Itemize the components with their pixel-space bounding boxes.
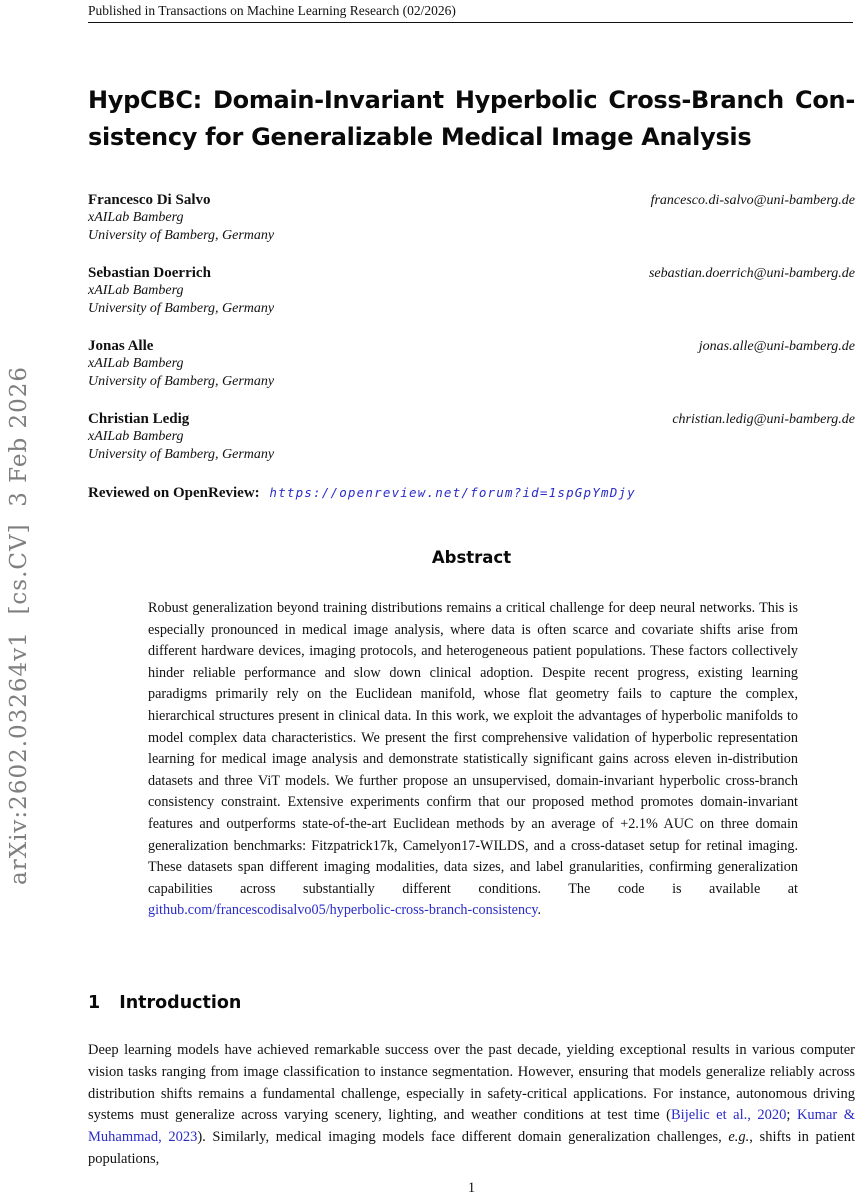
abstract-heading: Abstract — [431, 548, 512, 567]
author-affiliation-university: University of Bamberg, Germany — [88, 228, 275, 243]
author-affiliation-university: University of Bamberg, Germany — [88, 301, 275, 316]
author-row — [88, 410, 855, 428]
code-repository-link[interactable]: github.com/francescodisalvo05/hyperbolic-cross-branch-consistency — [148, 902, 538, 919]
author-affiliation-lab: xAILab Bamberg — [88, 283, 184, 298]
intro-text: ). Similarly, medical imaging models face different domain generalization challenges, — [197, 1129, 729, 1146]
author-email: christian.ledig@uni-bamberg.de — [672, 412, 855, 427]
introduction-paragraph — [88, 1040, 855, 1171]
abstract-text: Robust generalization beyond training distributions remains a critical challenge for deep neural networks. This is especially pronounced in medical image analysis, where data is often scarce and covariate shifts arise from different hardware devices, imaging protocols, and heterogeneous patient populations. These factors collectively hinder reliable performance and slow down clinical adoption. Despite recent progress, existing learning paradigms primarily rely on the Euclidean manifold, whose flat geometry fails to capture the complex, hierarchical structures present in clinical data. In this work, we exploit the advantages of hyperbolic manifolds to model complex data characteristics. We present the first comprehensive validation of hyperbolic representation learning for medical image analysis and demonstrate statistically significant gains across eleven in-distribution datasets and three ViT models. We further propose an unsupervised, domain-invariant hyperbolic cross-branch consistency constraint. Extensive experiments confirm that our proposed method promotes domain-invariant features and outperforms state-of-the-art Euclidean methods by an average of +2.1% AUC on three domain generalization benchmarks: Fitzpatrick17k, Camelyon17-WILDS, and a cross-dataset setup for retinal imaging. These datasets span different imaging modalities, data sizes, and label granularities, confirming generalization capabilities across substantially different conditions. The code is available at — [148, 600, 798, 897]
author-list — [88, 191, 855, 483]
arxiv-banner: arXiv:2602.03264v1 [cs.CV] 3 Feb 2026 — [6, 365, 32, 885]
abstract-text-end: . — [537, 902, 542, 919]
author-block — [88, 264, 855, 318]
abstract-body — [148, 598, 798, 922]
section-number: 1 — [88, 993, 101, 1013]
paper-title-line2: sistency for Generalizable Medical Image Analysis — [88, 123, 752, 151]
citation-bijelic-2020[interactable]: Bijelic et al., 2020 — [671, 1107, 787, 1124]
author-block — [88, 410, 855, 464]
section-1-heading — [88, 993, 855, 1013]
author-name: Jonas Alle — [88, 338, 154, 354]
author-affiliation-lab: xAILab Bamberg — [88, 429, 184, 444]
citation-kumar-2023[interactable]: Kumar & Muhammad, 2023 — [88, 1107, 855, 1146]
author-affiliation-university: University of Bamberg, Germany — [88, 374, 275, 389]
running-header — [88, 2, 853, 23]
paper-title — [88, 82, 855, 156]
section-title: Introduction — [119, 993, 242, 1013]
author-name: Francesco Di Salvo — [88, 192, 211, 208]
author-block — [88, 337, 855, 391]
author-affiliation-lab: xAILab Bamberg — [88, 356, 184, 371]
author-email: francesco.di-salvo@uni-bamberg.de — [650, 193, 855, 208]
openreview-link[interactable]: https://openreview.net/forum?id=1spGpYmDjy — [269, 485, 636, 500]
intro-eg-abbrev: e.g. — [728, 1129, 750, 1146]
author-row — [88, 337, 855, 355]
openreview-row — [88, 485, 855, 502]
author-block — [88, 191, 855, 245]
published-note: Published in Transactions on Machine Learning Research (02/2026) — [88, 3, 456, 18]
author-name: Christian Ledig — [88, 411, 190, 427]
author-affiliation-lab: xAILab Bamberg — [88, 210, 184, 225]
openreview-label: Reviewed on OpenReview: — [88, 485, 260, 501]
author-name: Sebastian Doerrich — [88, 265, 211, 281]
citation-separator: ; — [786, 1107, 797, 1124]
page-number: 1 — [467, 1180, 476, 1196]
intro-text: Deep learning models have achieved remarkable success over the past decade, yielding exceptional results in various computer vision tasks ranging from image classification to instance segmentation. However, ensuring that models generalize reliably across distribution shifts remains a fundamental challenge, especially in safety-critical applications. For instance, autonomous driving systems must generalize across varying scenery, lighting, and weather conditions at test time ( — [88, 1042, 855, 1124]
author-email: jonas.alle@uni-bamberg.de — [698, 339, 855, 354]
author-row — [88, 264, 855, 282]
paper-title-line1: HypCBC: Domain-Invariant Hyperbolic Cross-Branch Con- — [88, 86, 855, 114]
author-affiliation-university: University of Bamberg, Germany — [88, 447, 275, 462]
intro-text: , shifts in patient populations, — [88, 1129, 855, 1167]
author-email: sebastian.doerrich@uni-bamberg.de — [648, 266, 855, 281]
author-row — [88, 191, 855, 209]
